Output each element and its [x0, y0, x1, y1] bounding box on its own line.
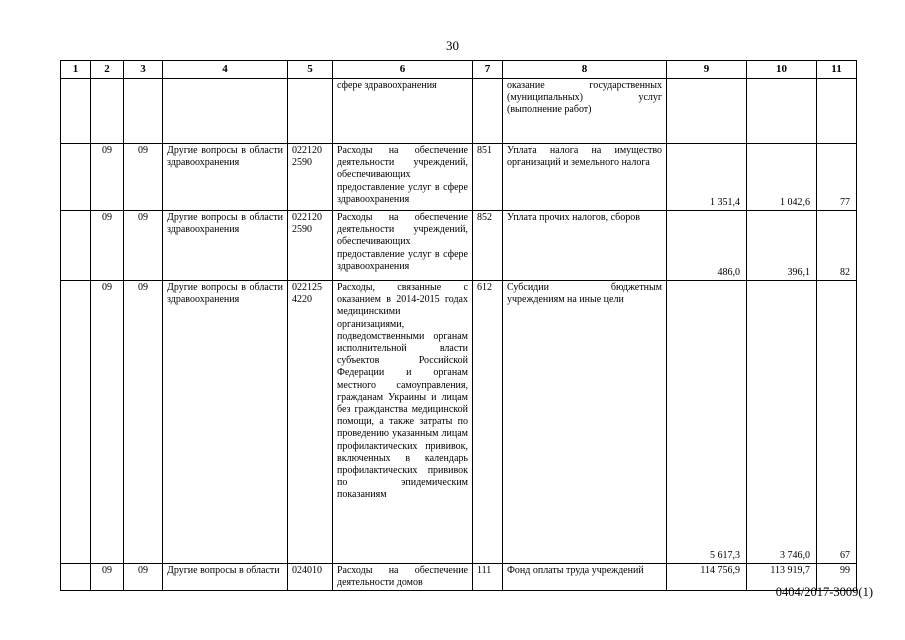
- cell-expense-code: 852: [473, 211, 503, 281]
- cell-subsection: 09: [124, 211, 163, 281]
- cell-target-name: Расходы на обеспечение деятельности учреждений, обеспечивающих предоставление услуг в сфере здравоохранения: [333, 211, 473, 281]
- cell-plan: [667, 79, 747, 144]
- cell-subsection: 09: [124, 281, 163, 564]
- cell-target-name: Расходы на обеспечение деятельности учреждений, обеспечивающих предоставление услуг в сфере здравоохранения: [333, 144, 473, 211]
- cell-col1: [61, 564, 91, 591]
- cell-expense-name: Фонд оплаты труда учреждений: [503, 564, 667, 591]
- cell-col1: [61, 281, 91, 564]
- cell-fact: 113 919,7: [747, 564, 817, 591]
- cell-fact: 3 746,0: [747, 281, 817, 564]
- col-header-7: 7: [473, 61, 503, 79]
- cell-percent: 99: [817, 564, 857, 591]
- col-header-2: 2: [91, 61, 124, 79]
- table-row: [61, 79, 857, 144]
- cell-subsection: 09: [124, 564, 163, 591]
- cell-expense-code: 111: [473, 564, 503, 591]
- col-header-3: 3: [124, 61, 163, 79]
- cell-expense-name: оказание государственных (муниципальных) услуг (выполнение работ): [503, 79, 667, 144]
- cell-section: 09: [91, 144, 124, 211]
- cell-subsection-name: [163, 79, 288, 144]
- cell-section: 09: [91, 281, 124, 564]
- col-header-11: 11: [817, 61, 857, 79]
- col-header-5: 5: [288, 61, 333, 79]
- cell-section: 09: [91, 211, 124, 281]
- cell-expense-name: Уплата прочих налогов, сборов: [503, 211, 667, 281]
- page-number: 30: [446, 38, 459, 53]
- cell-col1: [61, 79, 91, 144]
- cell-col1: [61, 144, 91, 211]
- cell-col1: [61, 211, 91, 281]
- cell-subsection: 09: [124, 144, 163, 211]
- cell-plan: 114 756,9: [667, 564, 747, 591]
- col-header-4: 4: [163, 61, 288, 79]
- col-header-9: 9: [667, 61, 747, 79]
- cell-plan: 5 617,3: [667, 281, 747, 564]
- cell-percent: 67: [817, 281, 857, 564]
- col-header-10: 10: [747, 61, 817, 79]
- cell-subsection-name: Другие вопросы в области здравоохранения: [163, 144, 288, 211]
- cell-target-code: 022125 4220: [288, 281, 333, 564]
- cell-expense-code: 612: [473, 281, 503, 564]
- table-row: [61, 211, 857, 281]
- cell-subsection-name: Другие вопросы в области здравоохранения: [163, 211, 288, 281]
- cell-fact: 1 042,6: [747, 144, 817, 211]
- cell-target-code: 022120 2590: [288, 211, 333, 281]
- cell-section: [91, 79, 124, 144]
- table-row: [61, 564, 857, 591]
- cell-expense-name: Субсидии бюджетным учреждениям на иные цели: [503, 281, 667, 564]
- cell-target-code: [288, 79, 333, 144]
- cell-subsection-name: Другие вопросы в области здравоохранения: [163, 281, 288, 564]
- cell-expense-code: 851: [473, 144, 503, 211]
- cell-expense-name: Уплата налога на имущество организаций и земельного налога: [503, 144, 667, 211]
- cell-plan: 486,0: [667, 211, 747, 281]
- col-header-1: 1: [61, 61, 91, 79]
- cell-target-name: Расходы, связанные с оказанием в 2014-2015 годах медицинскими организациями, подведомственными органам исполнительной власти субъектов Российской Федерации и органам местного самоуправления, гражданам Украины и лицам без гражданства медицинской помощи, а также затраты по проведению указанным лицам профилактических прививок, включенных в календарь профилактических прививок по эпидемическим показаниям: [333, 281, 473, 564]
- table-row: [61, 281, 857, 564]
- cell-subsection-name: Другие вопросы в области: [163, 564, 288, 591]
- col-header-6: 6: [333, 61, 473, 79]
- document-code: 0404/2017-3009(1): [775, 585, 873, 599]
- cell-fact: 396,1: [747, 211, 817, 281]
- table-row: [61, 144, 857, 211]
- cell-target-code: 022120 2590: [288, 144, 333, 211]
- cell-plan: 1 351,4: [667, 144, 747, 211]
- header-row: [61, 61, 857, 79]
- cell-section: 09: [91, 564, 124, 591]
- cell-percent: 82: [817, 211, 857, 281]
- cell-expense-code: [473, 79, 503, 144]
- cell-percent: 77: [817, 144, 857, 211]
- budget-table: [60, 60, 857, 591]
- cell-target-code: 024010: [288, 564, 333, 591]
- cell-target-name: сфере здравоохранения: [333, 79, 473, 144]
- cell-fact: [747, 79, 817, 144]
- cell-subsection: [124, 79, 163, 144]
- cell-percent: [817, 79, 857, 144]
- cell-target-name: Расходы на обеспечение деятельности домов: [333, 564, 473, 591]
- col-header-8: 8: [503, 61, 667, 79]
